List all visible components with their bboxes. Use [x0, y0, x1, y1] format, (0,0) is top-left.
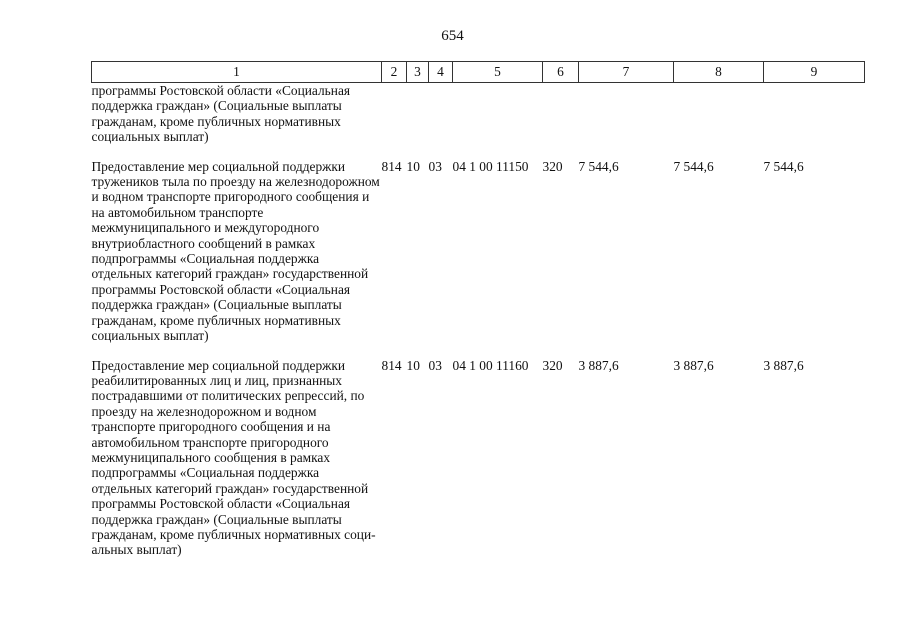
row-expense-type-code: 320 [542, 357, 563, 373]
header-cell-4: 4 [429, 62, 453, 83]
row-subsection-code [429, 83, 453, 159]
row-expense-type-code: 320 [542, 158, 563, 174]
header-cell-1: 1 [92, 62, 382, 83]
header-cell-9: 9 [764, 62, 865, 83]
row-description: Предоставление мер социальной поддержки тружеников тыла по проезду на железнодорожном и водном транспорте пригородного сообщения и на автомобильном транспорте межмуниципального и междугородного внутриобластного сообщений в рамках подпрограммы «Социальная поддержка отдельных категорий граждан» государственной программы Ростовской области «Социальная поддержка граждан» (Социальные выплаты гражданам, кроме публичных нормативных социальных выплат) [91, 158, 380, 344]
table-row [92, 83, 865, 159]
row-description: Предоставление мер социальной поддержки реабилитированных лиц и лиц, признанных пострадавшими от политических репрессий, по проезду на железнодорожном и водном транспорте пригородного сообщения и на автомобильном транспорте пригородного межмуниципального сообщения в рамках подпрограммы «Социальная поддержка отдельных категорий граждан» государственной программы Ростовской области «Социальная поддержка граждан» (Социальные выплаты гражданам, кроме публичных нормативных социальных выплат) [91, 357, 376, 558]
header-cell-6: 6 [543, 62, 579, 83]
table-row [92, 358, 865, 558]
row-amount-3: 7 544,6 [763, 158, 804, 174]
row-ministry-code [382, 83, 407, 159]
row-target-code: 04 1 00 11160 [452, 357, 529, 373]
table-row [92, 159, 865, 358]
row-amount-3: 3 887,6 [763, 357, 804, 373]
row-amount-2 [674, 83, 764, 159]
page-number: 654 [441, 28, 464, 44]
row-ministry-code: 814 [381, 158, 402, 174]
row-target-code [453, 83, 543, 159]
header-cell-8: 8 [674, 62, 764, 83]
row-amount-1: 3 887,6 [578, 357, 619, 373]
row-target-code: 04 1 00 11150 [452, 158, 529, 174]
header-cell-3: 3 [407, 62, 429, 83]
row-section-code [407, 83, 429, 159]
header-cell-5: 5 [453, 62, 543, 83]
row-section-code: 10 [406, 158, 420, 174]
row-amount-2: 3 887,6 [673, 357, 714, 373]
row-amount-1: 7 544,6 [578, 158, 619, 174]
row-subsection-code: 03 [428, 357, 442, 373]
row-section-code: 10 [406, 357, 420, 373]
header-cell-7: 7 [579, 62, 674, 83]
row-expense-type-code [543, 83, 579, 159]
row-subsection-code: 03 [428, 158, 442, 174]
row-amount-3 [764, 83, 865, 159]
row-amount-2: 7 544,6 [673, 158, 714, 174]
header-row [92, 62, 865, 83]
budget-table [91, 61, 865, 558]
row-amount-1 [579, 83, 674, 159]
row-description: программы Ростовской области «Социальная поддержка граждан» (Социальные выплаты гражданам, кроме публичных нормативных социальных выплат) [91, 83, 351, 145]
row-ministry-code: 814 [381, 357, 402, 373]
header-cell-2: 2 [382, 62, 407, 83]
